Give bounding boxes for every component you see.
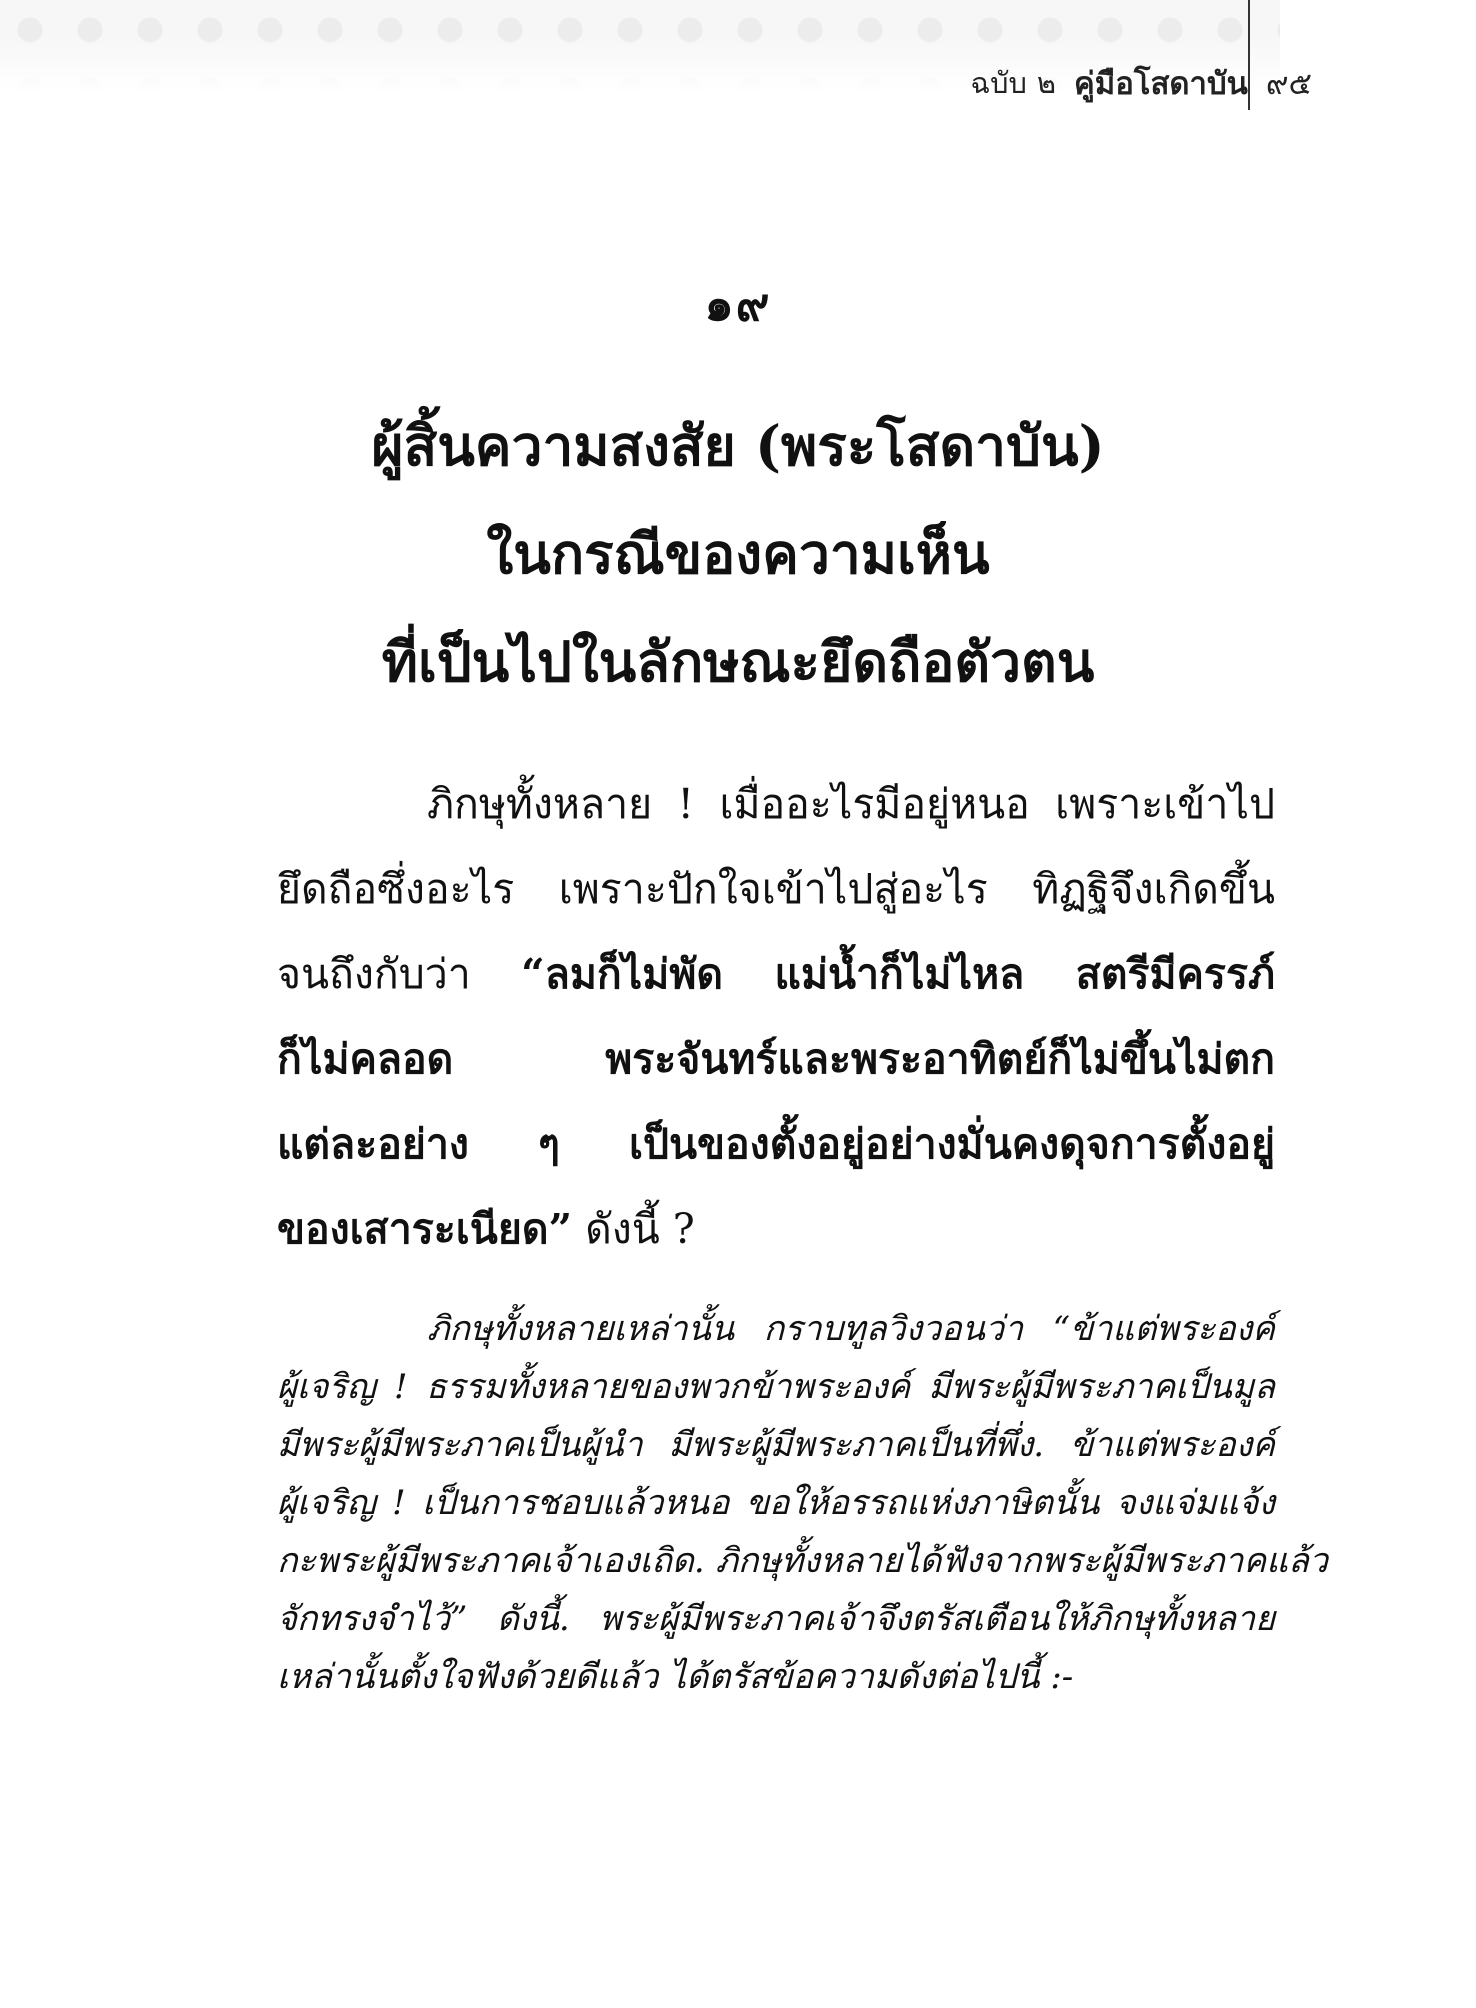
body-line: ก็ไม่คลอด พระจันทร์และพระอาทิตย์ก็ไม่ขึ้นไม่ตก xyxy=(277,1035,1275,1083)
header-divider xyxy=(1248,0,1250,110)
quoted-view-text: “ลมก็ไม่พัด แม่น้ำก็ไม่ไหล สตรีมีครรภ์ xyxy=(521,950,1276,998)
body-text: ภิกษุทั้งหลาย ! เมื่ออะไรมีอยู่หนอ เพราะเข้าไป xyxy=(427,780,1275,828)
response-line xyxy=(277,1300,1275,1358)
body-line: ยึดถือซึ่งอะไร เพราะปักใจเข้าไปสู่อะไร ทิฏฐิจึงเกิดขึ้น xyxy=(277,865,1275,913)
body-text: ดังนี้ ? xyxy=(572,1205,695,1253)
body-line: แต่ละอย่าง ๆ เป็นของตั้งอยู่อย่างมั่นคงดุจการตั้งอยู่ xyxy=(277,1120,1275,1168)
running-header xyxy=(970,58,1312,108)
body-line xyxy=(277,762,1275,847)
response-text: ภิกษุทั้งหลายเหล่านั้น กราบทูลวิงวอนว่า “ข้าแต่พระองค์ xyxy=(427,1309,1275,1349)
body-text: จนถึงกับว่า xyxy=(277,950,522,998)
header-book-title: คู่มือโสดาบัน xyxy=(1074,66,1248,102)
response-line: กะพระผู้มีพระภาคเจ้าเองเถิด. ภิกษุทั้งหลายได้ฟังจากพระผู้มีพระภาคแล้ว xyxy=(277,1541,1328,1581)
chapter-title xyxy=(200,392,1276,716)
response-line: ผู้เจริญ ! ธรรมทั้งหลายของพวกข้าพระองค์ มีพระผู้มีพระภาคเป็นมูล xyxy=(277,1367,1275,1407)
chapter-number: ๑๙ xyxy=(704,277,772,331)
quoted-view-text: ของเสาระเนียด” xyxy=(277,1205,573,1253)
body-line xyxy=(277,932,1275,1017)
body-line xyxy=(277,1187,1275,1272)
header-edition-number: ๒ xyxy=(1036,66,1057,100)
chapter-title-line: ที่เป็นไปในลักษณะยึดถือตัวตน xyxy=(381,629,1095,694)
body-paragraph xyxy=(277,762,1275,1272)
response-line: ผู้เจริญ ! เป็นการชอบแล้วหนอ ขอให้อรรถแห่งภาษิตนั้น จงแจ่มแจ้ง xyxy=(277,1483,1275,1523)
response-line: มีพระผู้มีพระภาคเป็นผู้นำ มีพระผู้มีพระภาคเป็นที่พึ่ง. ข้าแต่พระองค์ xyxy=(277,1425,1275,1465)
header-edition-label: ฉบับ xyxy=(970,66,1027,100)
page-number: ๙๕ xyxy=(1265,66,1312,102)
response-paragraph xyxy=(277,1300,1328,1706)
response-line: จักทรงจำไว้” ดังนี้. พระผู้มีพระภาคเจ้าจึงตรัสเตือนให้ภิกษุทั้งหลาย xyxy=(277,1599,1275,1639)
chapter-title-line: ผู้สิ้นความสงสัย (พระโสดาบัน) xyxy=(371,413,1105,478)
response-line: เหล่านั้นตั้งใจฟังด้วยดีแล้ว ได้ตรัสข้อความดังต่อไปนี้ :- xyxy=(277,1657,1074,1697)
chapter-title-line: ในกรณีของความเห็น xyxy=(486,521,990,586)
